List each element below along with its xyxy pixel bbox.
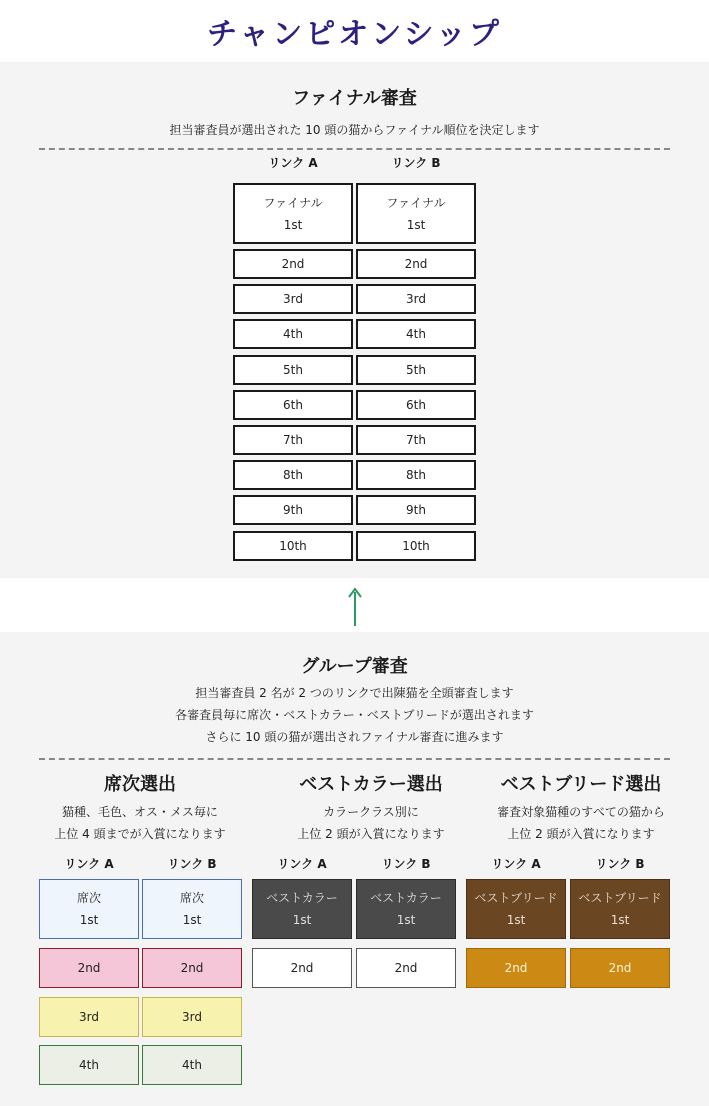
group-heading: グループ審査 — [301, 656, 408, 677]
rank-label: 1st — [610, 913, 630, 927]
final-description: 担当審査員が選出された 10 頭の猫からファイナル順位を決定します — [169, 123, 540, 137]
section-0-desc-line-1: 上位 4 頭までが入賞になります — [54, 827, 226, 841]
section-first-label: ベストカラー — [266, 891, 338, 905]
section-2-box-1st — [570, 879, 670, 939]
section-1-link-label: リンク B — [381, 857, 431, 871]
section-1-box-1st — [252, 879, 352, 939]
final-judging-panel — [0, 62, 709, 578]
final-link-a-box-1st — [233, 183, 353, 244]
section-1-box-2nd: 2nd — [252, 948, 352, 988]
section-0-box-1st — [142, 879, 242, 939]
rank-label: 1st — [292, 913, 312, 927]
final-link-a-box-9th: 9th — [233, 495, 353, 525]
final-link-a-label: リンク A — [268, 156, 318, 170]
arrow-up-icon — [346, 586, 364, 628]
final-link-a-box-4th: 4th — [233, 319, 353, 349]
section-first-label: 席次 — [76, 891, 101, 905]
section-2-box-1st — [466, 879, 566, 939]
section-0-title: 席次選出 — [104, 774, 176, 795]
section-0-box-4th: 4th — [39, 1045, 139, 1085]
section-2-box-2nd: 2nd — [570, 948, 670, 988]
divider — [39, 148, 670, 150]
section-2-desc-line-0: 審査対象猫種のすべての猫から — [497, 805, 665, 819]
rank-label: 1st — [182, 913, 202, 927]
section-0-box-4th: 4th — [142, 1045, 242, 1085]
rank-label: 1st — [283, 217, 303, 232]
group-description-line-2: 各審査員毎に席次・ベストカラー・ベストブリードが選出されます — [175, 708, 534, 722]
section-0-link-label: リンク B — [167, 857, 217, 871]
section-2-box-2nd: 2nd — [466, 948, 566, 988]
rank-label: 1st — [396, 913, 416, 927]
section-first-label: ベストカラー — [370, 891, 442, 905]
section-0-box-3rd: 3rd — [39, 997, 139, 1037]
group-description-line-1: 担当審査員 2 名が 2 つのリンクで出陳猫を全頭審査します — [195, 686, 514, 700]
final-link-a-box-6th: 6th — [233, 390, 353, 420]
divider — [39, 758, 670, 760]
section-1-link-label: リンク A — [277, 857, 327, 871]
section-2-link-label: リンク A — [491, 857, 541, 871]
final-link-b-box-5th: 5th — [356, 355, 476, 385]
final-link-b-box-1st — [356, 183, 476, 244]
rank-label: 1st — [506, 913, 526, 927]
final-link-b-label: リンク B — [391, 156, 441, 170]
final-link-a-box-8th: 8th — [233, 460, 353, 490]
final-link-b-box-8th: 8th — [356, 460, 476, 490]
final-first-label: ファイナル — [263, 195, 323, 210]
group-description-line-3: さらに 10 頭の猫が選出されファイナル審査に進みます — [205, 730, 504, 744]
section-1-desc-line-0: カラークラス別に — [323, 805, 419, 819]
final-link-a-box-7th: 7th — [233, 425, 353, 455]
group-judging-panel — [0, 632, 709, 1106]
final-heading: ファイナル審査 — [292, 88, 417, 109]
section-1-title: ベストカラー選出 — [299, 774, 443, 795]
section-first-label: 席次 — [179, 891, 204, 905]
final-link-a-box-3rd: 3rd — [233, 284, 353, 314]
section-0-box-2nd: 2nd — [39, 948, 139, 988]
final-link-b-box-7th: 7th — [356, 425, 476, 455]
final-link-b-box-9th: 9th — [356, 495, 476, 525]
final-link-b-box-2nd: 2nd — [356, 249, 476, 279]
final-link-b-box-10th: 10th — [356, 531, 476, 561]
final-link-b-box-3rd: 3rd — [356, 284, 476, 314]
final-link-a-box-5th: 5th — [233, 355, 353, 385]
page-title: チャンピオンシップ — [207, 17, 502, 52]
rank-label: 1st — [79, 913, 99, 927]
final-link-b-box-4th: 4th — [356, 319, 476, 349]
section-first-label: ベストブリード — [474, 891, 558, 905]
section-2-title: ベストブリード選出 — [500, 774, 662, 795]
section-2-desc-line-1: 上位 2 頭が入賞になります — [507, 827, 655, 841]
section-0-box-3rd: 3rd — [142, 997, 242, 1037]
final-link-a-box-10th: 10th — [233, 531, 353, 561]
section-0-box-1st — [39, 879, 139, 939]
rank-label: 1st — [406, 217, 426, 232]
section-0-box-2nd: 2nd — [142, 948, 242, 988]
final-link-a-box-2nd: 2nd — [233, 249, 353, 279]
section-0-link-label: リンク A — [64, 857, 114, 871]
final-first-label: ファイナル — [386, 195, 446, 210]
section-1-box-1st — [356, 879, 456, 939]
section-1-desc-line-1: 上位 2 頭が入賞になります — [297, 827, 445, 841]
section-1-box-2nd: 2nd — [356, 948, 456, 988]
section-first-label: ベストブリード — [578, 891, 662, 905]
section-0-desc-line-0: 猫種、毛色、オス・メス毎に — [62, 805, 218, 819]
final-link-b-box-6th: 6th — [356, 390, 476, 420]
section-2-link-label: リンク B — [595, 857, 645, 871]
